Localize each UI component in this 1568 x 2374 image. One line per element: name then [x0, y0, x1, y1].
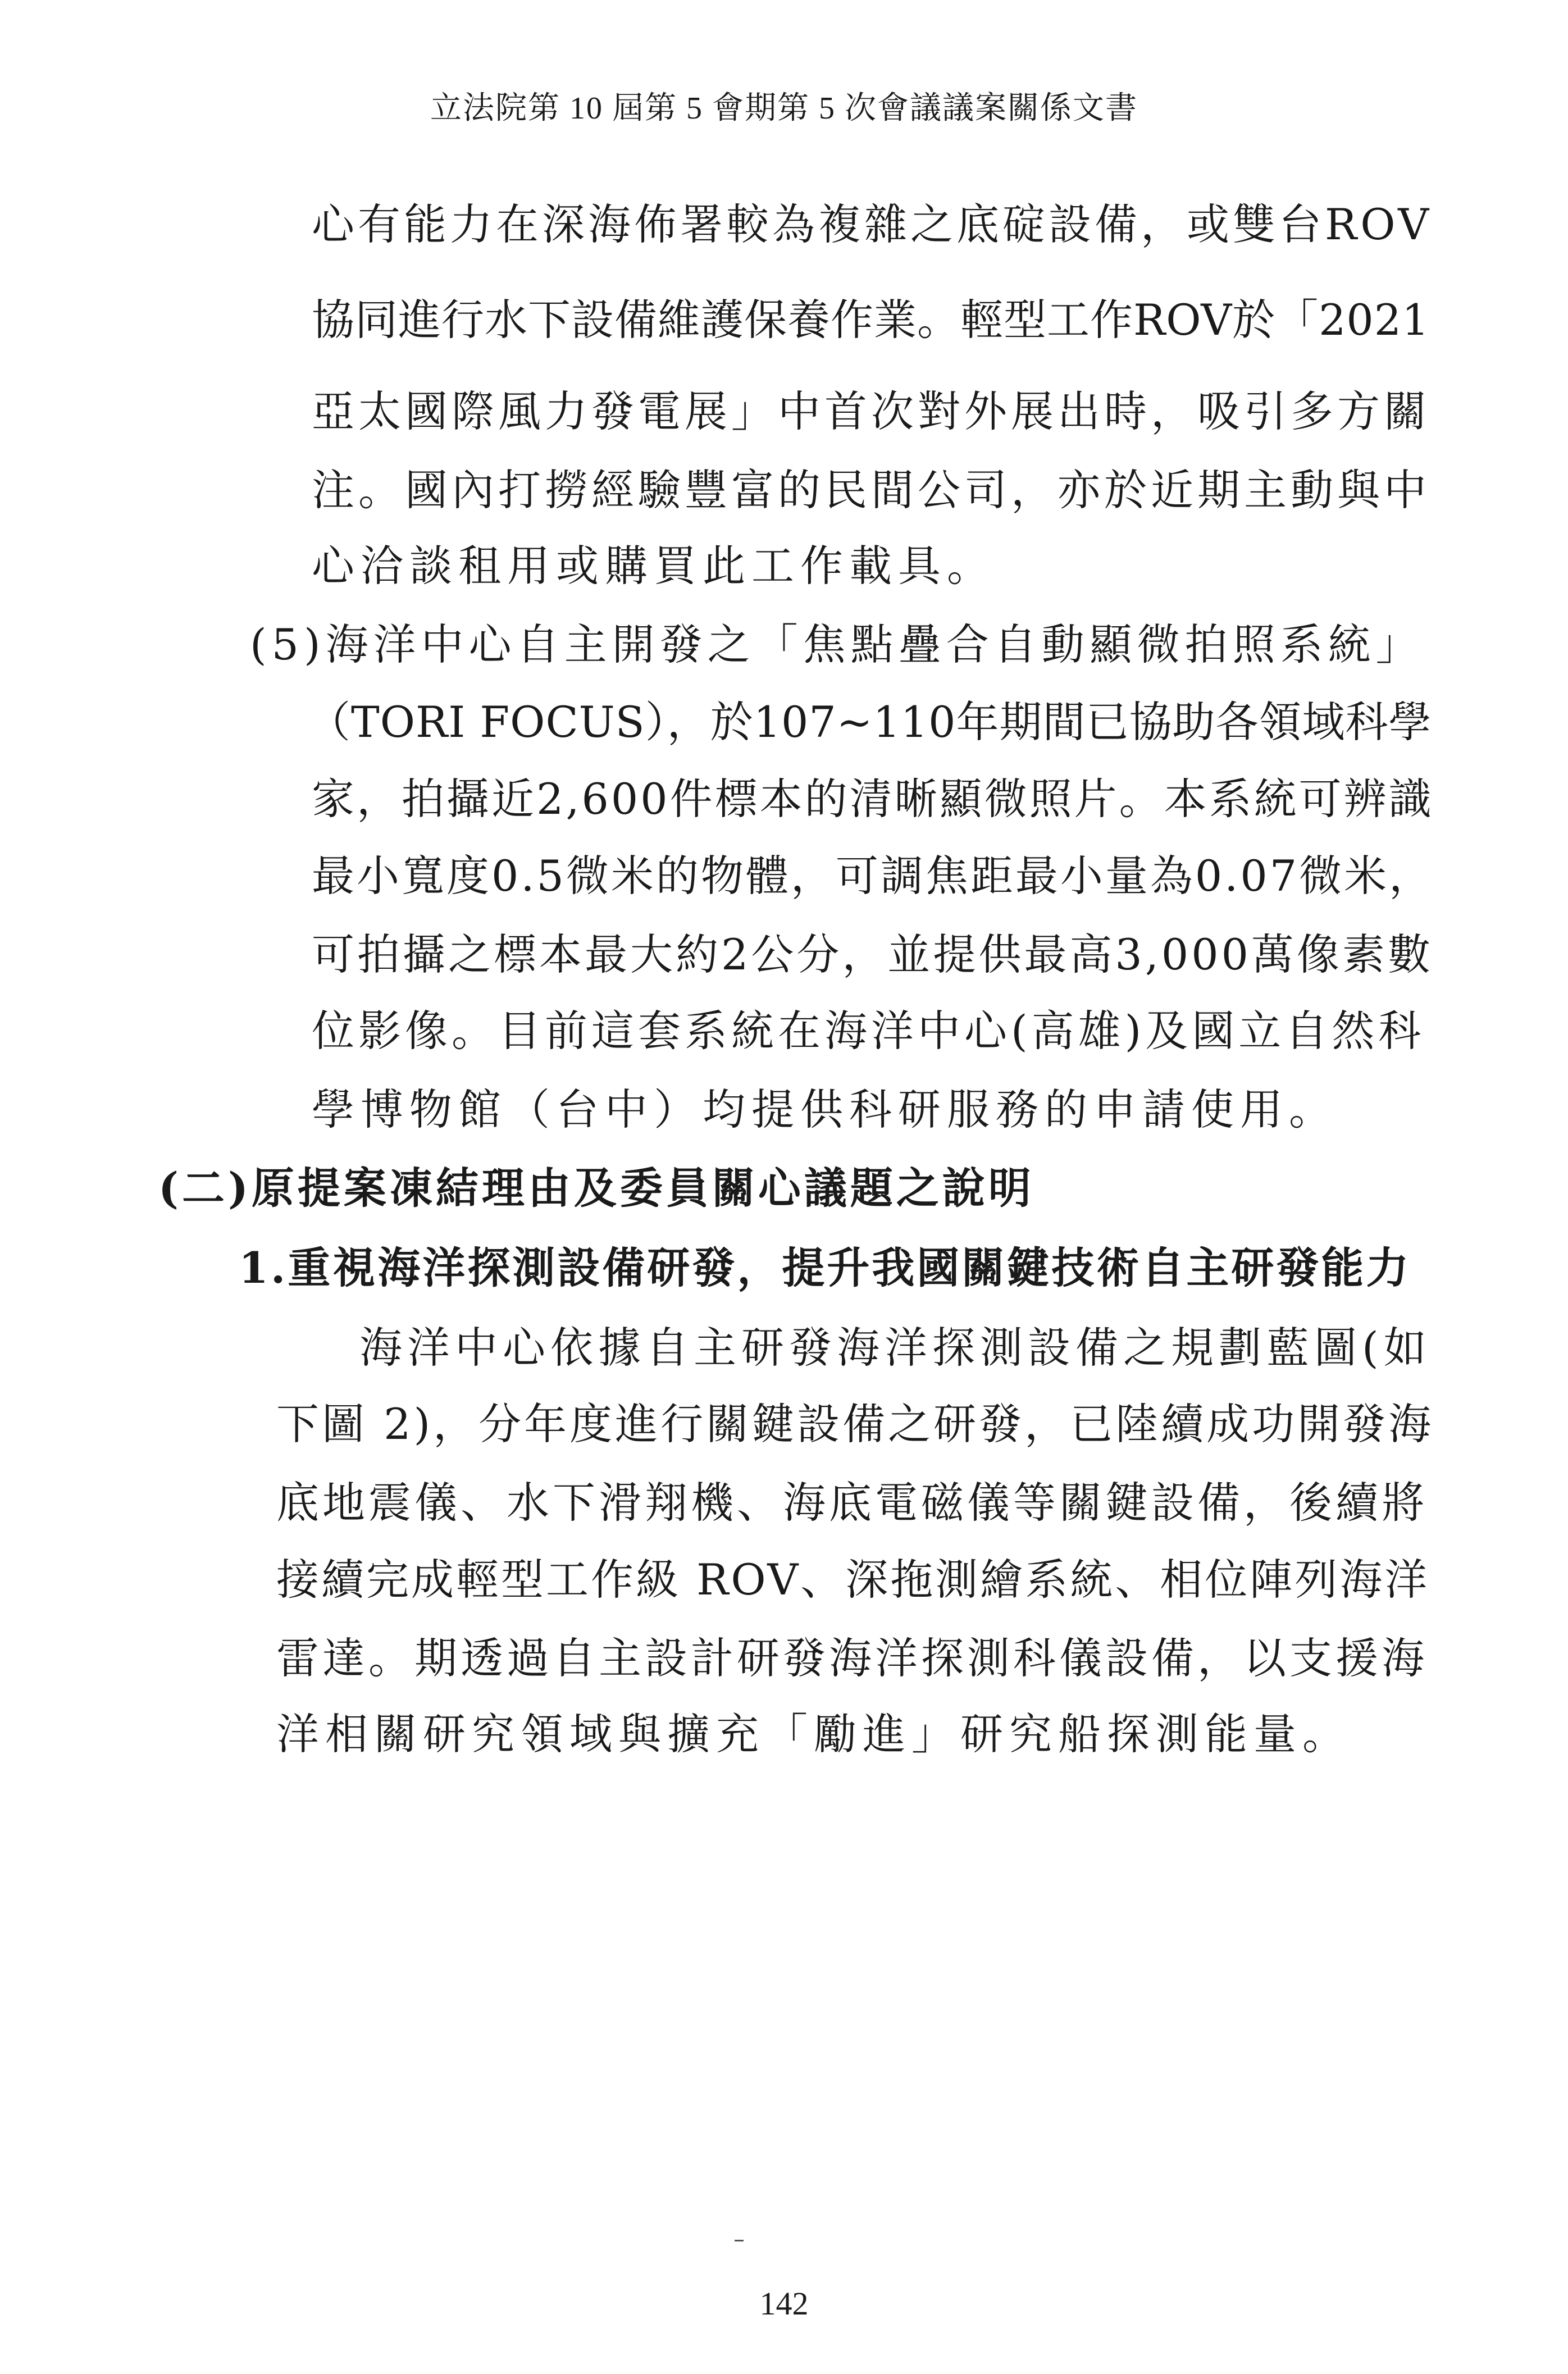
page-header: 立法院第 10 屆第 5 會期第 5 次會議議案關係文書 — [430, 91, 1138, 126]
text-line: 下圖 2)，分年度進行關鍵設備之研發，已陸續成功開發海 — [276, 1399, 1434, 1449]
text-line: （TORI FOCUS），於107~110年期間已協助各領域科學 — [308, 697, 1432, 747]
text-line: 底地震儀、水下滑翔機、海底電磁儀等關鍵設備，後續將 — [276, 1478, 1428, 1528]
text-line: 海洋中心依據自主研發海洋探測設備之規劃藍圖(如 — [359, 1323, 1432, 1373]
text-line: 心洽談租用或購買此工作載具。 — [312, 541, 996, 591]
text-line: 協同進行水下設備維護保養作業。輕型工作ROV於「2021 — [312, 295, 1430, 345]
text-line: 注。國內打撈經驗豐富的民間公司，亦於近期主動與中 — [312, 465, 1430, 515]
text-line: 學博物館（台中）均提供科研服務的申請使用。 — [312, 1085, 1338, 1134]
subheading: 1.重視海洋探測設備研發，提升我國關鍵技術自主研發能力 — [239, 1243, 1411, 1293]
page-number: 142 — [759, 2285, 809, 2322]
section-heading: (二)原提案凍結理由及委員關心議題之說明 — [158, 1163, 1034, 1213]
text-line: 接續完成輕型工作級 ROV、深拖測繪系統、相位陣列海洋 — [276, 1555, 1430, 1605]
text-line: 位影像。目前這套系統在海洋中心(高雄)及國立自然科 — [312, 1006, 1425, 1056]
text-line: 最小寬度0.5微米的物體，可調焦距最小量為0.07微米， — [312, 851, 1434, 901]
text-line: 亞太國際風力發電展」中首次對外展出時，吸引多方關 — [312, 386, 1430, 436]
text-line: 心有能力在深海佈署較為複雜之底碇設備，或雙台ROV — [312, 199, 1433, 249]
text-line: 洋相關研究領域與擴充「勵進」研究船探測能量。 — [276, 1709, 1351, 1759]
text-line: 家，拍攝近2,600件標本的清晰顯微照片。本系統可辨識 — [312, 774, 1434, 824]
text-line: 雷達。期透過自主設計研發海洋探測科儀設備，以支援海 — [276, 1633, 1428, 1683]
scan-mark — [735, 2240, 744, 2241]
list-item-5: (5)海洋中心自主開發之「焦點疊合自動顯微拍照系統」 — [250, 619, 1424, 669]
text-line: 可拍攝之標本最大約2公分，並提供最高3,000萬像素數 — [312, 929, 1433, 979]
